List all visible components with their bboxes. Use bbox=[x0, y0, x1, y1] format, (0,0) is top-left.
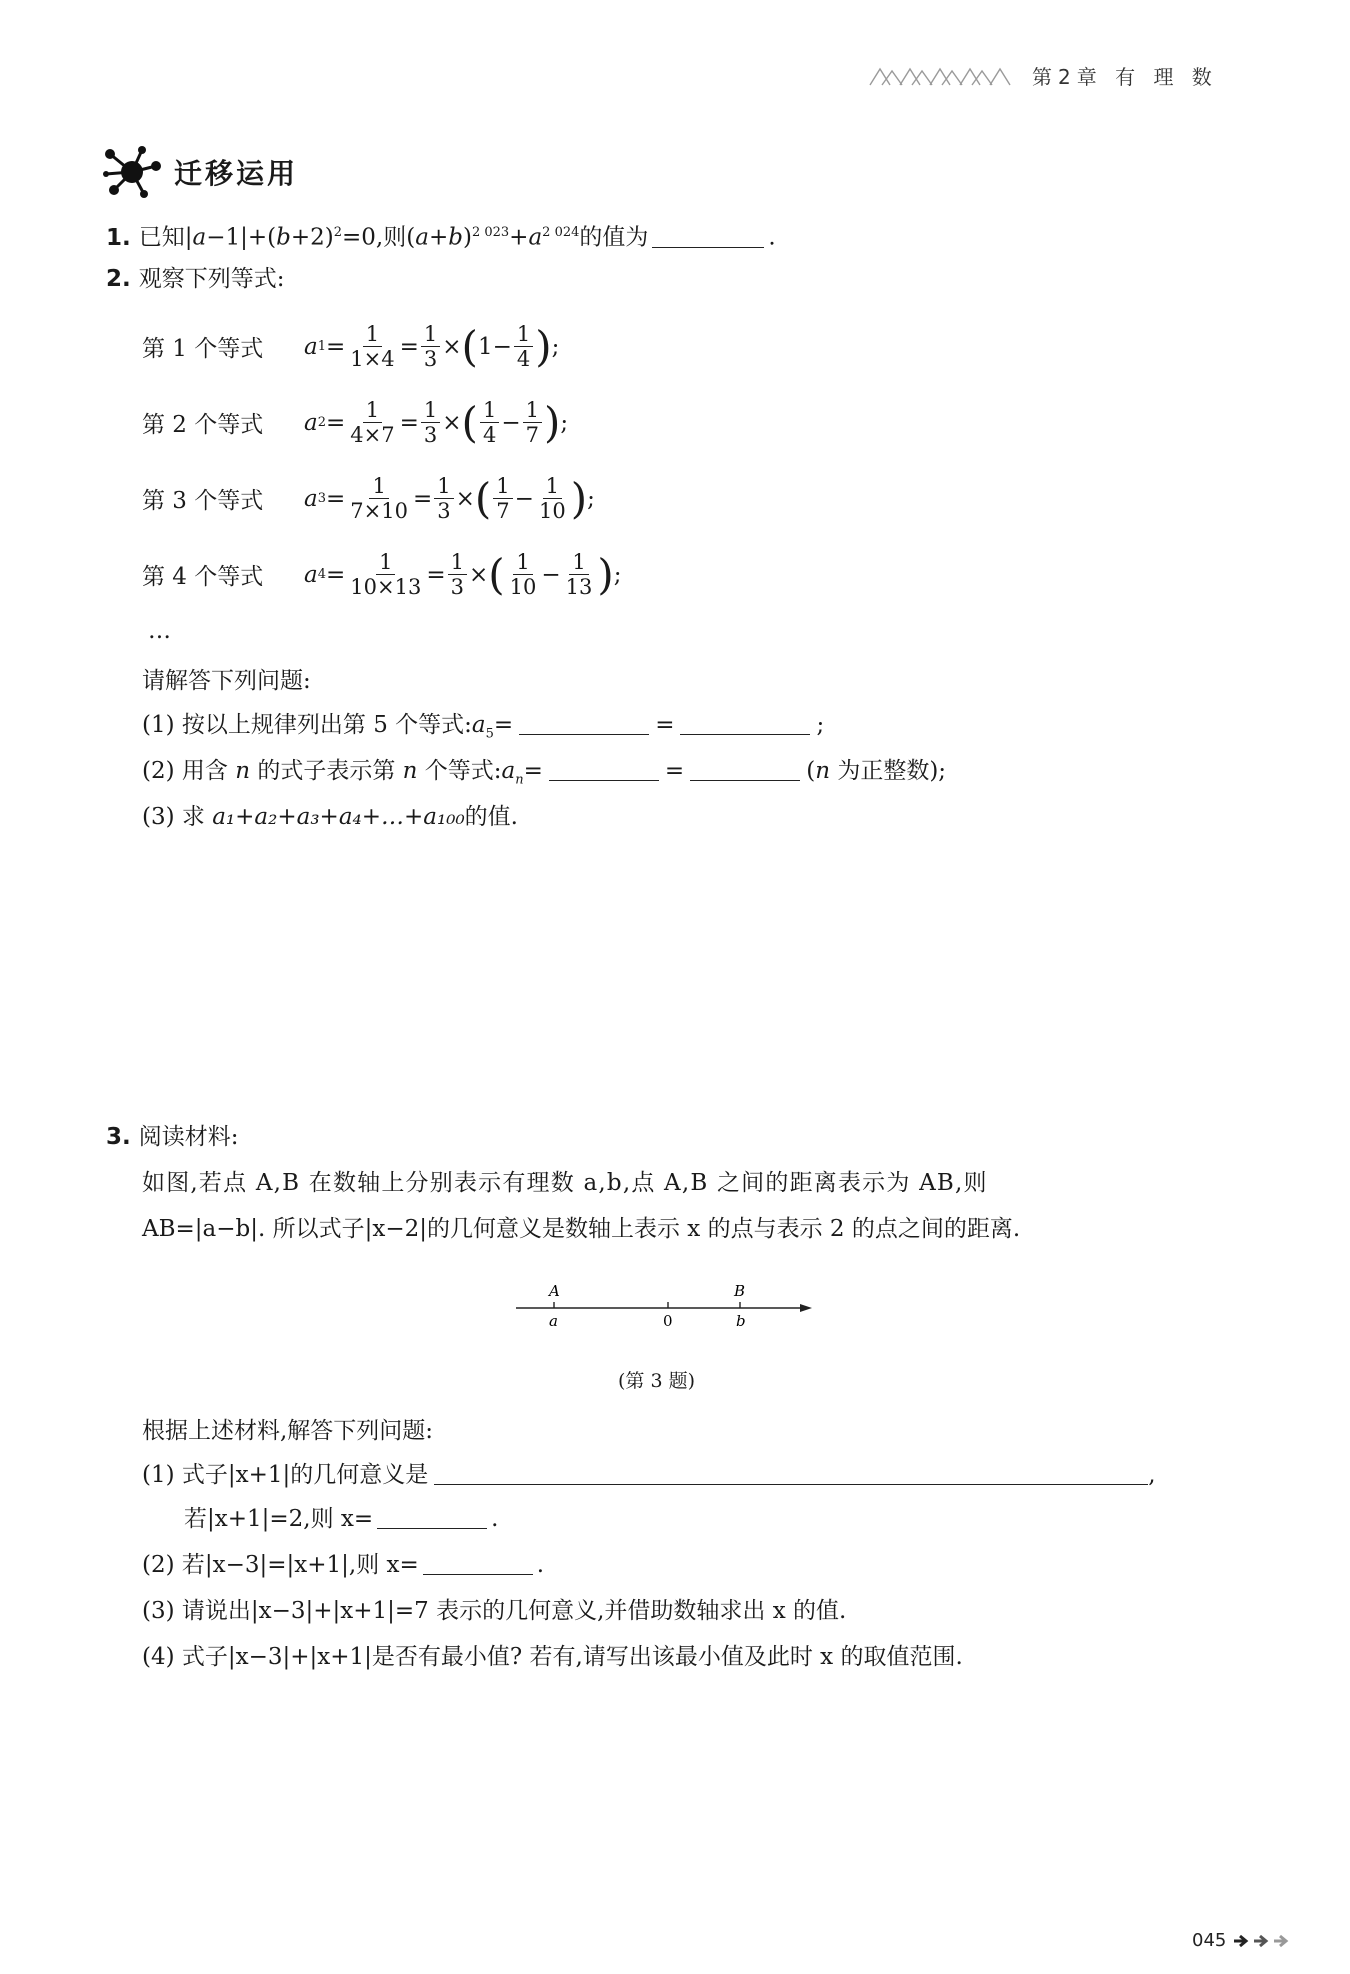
section-heading bbox=[102, 144, 298, 200]
var: a bbox=[304, 485, 318, 512]
left-paren: ( bbox=[461, 397, 478, 447]
left-paren: ( bbox=[461, 321, 478, 371]
right-paren: ) bbox=[570, 473, 588, 523]
right-paren: ) bbox=[543, 397, 561, 447]
fraction bbox=[493, 474, 512, 523]
q1-text: 已知| bbox=[138, 224, 193, 251]
part-label: (1) 按以上规律列出第 5 个等式: bbox=[142, 712, 472, 738]
q3-ask: 根据上述材料,解答下列问题: bbox=[142, 1418, 434, 1444]
semicolon: ; bbox=[613, 561, 622, 588]
q3-paragraph-1: 如图,若点 A,B 在数轴上分别表示有理数 a,b,点 A,B 之间的距离表示为 AB,则 bbox=[142, 1170, 988, 1196]
q2-part-1 bbox=[142, 708, 824, 752]
q1-text: −1|+( bbox=[206, 224, 277, 251]
value-a-label: a bbox=[549, 1312, 558, 1330]
q1-exponent: 2 024 bbox=[542, 225, 580, 240]
equation-row bbox=[142, 550, 622, 599]
subscript: 5 bbox=[485, 726, 494, 742]
fraction bbox=[480, 398, 499, 447]
minus: − bbox=[514, 485, 534, 512]
punct: ; bbox=[816, 712, 825, 738]
equals: = bbox=[326, 333, 346, 360]
q1-text: 的值为 bbox=[579, 224, 649, 251]
equation-row bbox=[142, 322, 559, 371]
q1-var: a bbox=[528, 224, 543, 251]
denominator: 4 bbox=[516, 347, 531, 371]
fraction bbox=[448, 550, 467, 599]
semicolon: ; bbox=[587, 485, 595, 512]
equation-label: 第 1 个等式 bbox=[142, 336, 264, 362]
q1-text: . bbox=[768, 224, 776, 251]
equation-label: 第 3 个等式 bbox=[142, 488, 264, 514]
equation-label: 第 4 个等式 bbox=[142, 564, 264, 590]
value-b-label: b bbox=[736, 1312, 746, 1330]
fraction bbox=[421, 398, 440, 447]
fraction bbox=[347, 550, 424, 599]
var: a bbox=[304, 333, 318, 360]
question-1 bbox=[106, 216, 776, 255]
equals: = bbox=[399, 409, 419, 436]
numerator: 1 bbox=[493, 474, 512, 499]
q2-part-2 bbox=[142, 754, 946, 798]
q1-var: b bbox=[276, 224, 291, 251]
equals: = bbox=[412, 485, 433, 512]
q3-paragraph-2: AB=|a−b|. 所以式子|x−2|的几何意义是数轴上表示 x 的点与表示 2 的点之间的距离. bbox=[142, 1216, 1021, 1242]
denominator: 13 bbox=[565, 575, 593, 599]
numerator: 1 bbox=[363, 398, 382, 423]
chapter-title: 第2章 有 理 数 bbox=[1032, 64, 1218, 89]
equals: = bbox=[523, 758, 543, 784]
answer-blank[interactable] bbox=[519, 712, 649, 735]
semicolon: ; bbox=[560, 409, 569, 436]
number-line-figure bbox=[512, 1280, 822, 1340]
q1-exponent: 2 bbox=[333, 225, 343, 240]
left-paren: ( bbox=[488, 549, 505, 599]
q1-text: ) bbox=[462, 224, 472, 251]
axis-arrow bbox=[800, 1304, 812, 1312]
question-number: 1. bbox=[106, 224, 131, 251]
equals: = bbox=[493, 712, 514, 738]
q3-part-1b bbox=[184, 1502, 498, 1536]
numerator: 1 bbox=[434, 474, 453, 499]
q1-text: +2) bbox=[290, 224, 334, 251]
q3-intro-text: 阅读材料: bbox=[138, 1124, 239, 1150]
sum-expression: a₁+a₂+a₃+a₄+…+a₁₀₀ bbox=[212, 804, 465, 830]
answer-blank[interactable] bbox=[377, 1506, 487, 1529]
q2-part-3 bbox=[142, 800, 518, 834]
text: 为正整数); bbox=[830, 758, 947, 784]
equation-row bbox=[142, 474, 595, 523]
q1-text: =0,则( bbox=[342, 224, 416, 251]
punct: . bbox=[491, 1506, 499, 1532]
q1-var: a bbox=[415, 224, 429, 251]
text: ( bbox=[806, 758, 816, 784]
q2-ask: 请解答下列问题: bbox=[142, 668, 311, 694]
denominator: 4×7 bbox=[350, 423, 395, 447]
denominator: 10 bbox=[538, 499, 566, 523]
page-number: 045 bbox=[1192, 1930, 1227, 1951]
fraction bbox=[421, 322, 440, 371]
text: 的式子表示第 bbox=[250, 758, 403, 784]
var: n bbox=[402, 758, 418, 784]
part-text: (1) 式子|x+1|的几何意义是 bbox=[142, 1462, 429, 1488]
page-header bbox=[868, 60, 1218, 90]
molecule-icon bbox=[102, 144, 166, 200]
var: n bbox=[815, 758, 831, 784]
q1-text: + bbox=[509, 224, 529, 251]
section-title: 迁移运用 bbox=[174, 157, 299, 190]
subscript: 4 bbox=[317, 567, 326, 582]
denominator: 3 bbox=[437, 499, 451, 523]
numerator: 1 bbox=[513, 550, 532, 575]
equals: = bbox=[399, 333, 419, 360]
equation-row bbox=[142, 398, 568, 447]
times: × bbox=[468, 561, 489, 588]
right-paren: ) bbox=[597, 549, 614, 599]
question-3-intro bbox=[106, 1120, 239, 1154]
arrow-decoration-icon bbox=[1232, 1932, 1294, 1950]
part-text: 若|x+1|=2,则 x= bbox=[184, 1506, 374, 1532]
answer-blank[interactable] bbox=[680, 712, 810, 735]
fraction bbox=[536, 474, 569, 523]
times: × bbox=[442, 409, 462, 436]
equals: = bbox=[326, 409, 346, 436]
var: a bbox=[304, 409, 318, 436]
fraction bbox=[514, 322, 533, 371]
numerator: 1 bbox=[421, 322, 440, 347]
q3-part-4: (4) 式子|x−3|+|x+1|是否有最小值? 若有,请写出该最小值及此时 x 的取值范围. bbox=[142, 1644, 963, 1670]
answer-blank[interactable] bbox=[652, 225, 764, 248]
q2-intro-text: 观察下列等式: bbox=[138, 266, 285, 292]
part-label: (3) 求 bbox=[142, 804, 213, 830]
numerator: 1 bbox=[523, 398, 542, 423]
numerator: 1 bbox=[543, 474, 562, 499]
right-paren: ) bbox=[535, 321, 552, 371]
q1-var: a bbox=[192, 224, 207, 251]
question-number: 2. bbox=[106, 266, 131, 292]
minus: − bbox=[501, 409, 521, 436]
denominator: 1×4 bbox=[350, 347, 395, 371]
punct: . bbox=[536, 1552, 545, 1578]
question-2-intro bbox=[106, 262, 285, 296]
numerator: 1 bbox=[369, 474, 388, 499]
equation-label: 第 2 个等式 bbox=[142, 412, 264, 438]
left-paren: ( bbox=[474, 473, 492, 523]
q3-part-3: (3) 请说出|x−3|+|x+1|=7 表示的几何意义,并借助数轴求出 x 的值. bbox=[142, 1598, 847, 1624]
fraction bbox=[347, 322, 397, 371]
answer-blank[interactable] bbox=[423, 1552, 533, 1575]
q3-part-2 bbox=[142, 1548, 544, 1582]
equals: = bbox=[664, 758, 685, 784]
fraction bbox=[434, 474, 453, 523]
numerator: 1 bbox=[514, 322, 533, 347]
part-label: (2) 用含 bbox=[142, 758, 236, 784]
question-number: 3. bbox=[106, 1124, 131, 1150]
minus: − bbox=[541, 561, 561, 588]
numerator: 1 bbox=[376, 550, 395, 575]
subscript: 1 bbox=[317, 339, 326, 354]
fraction bbox=[523, 398, 542, 447]
part-text: (2) 若|x−3|=|x+1|,则 x= bbox=[142, 1552, 419, 1578]
inner-term: 1− bbox=[477, 333, 512, 360]
answer-blank[interactable] bbox=[690, 758, 800, 781]
fraction bbox=[563, 550, 596, 599]
var: a bbox=[501, 758, 516, 784]
subscript: 3 bbox=[317, 491, 326, 506]
fraction bbox=[507, 550, 540, 599]
numerator: 1 bbox=[421, 398, 440, 423]
page-footer bbox=[1192, 1930, 1294, 1951]
text: 的值. bbox=[464, 804, 518, 830]
q1-text: + bbox=[428, 224, 449, 251]
fraction bbox=[347, 398, 397, 447]
punct: , bbox=[1148, 1462, 1156, 1488]
q3-part-1a bbox=[142, 1458, 1156, 1492]
equals: = bbox=[326, 485, 346, 512]
times: × bbox=[442, 333, 462, 360]
fraction bbox=[347, 474, 411, 523]
q1-exponent: 2 023 bbox=[471, 225, 510, 240]
var: a bbox=[471, 712, 486, 738]
denominator: 3 bbox=[450, 575, 464, 599]
mountain-decoration-icon bbox=[868, 63, 1018, 87]
semicolon: ; bbox=[551, 333, 560, 360]
equals: = bbox=[326, 561, 346, 588]
numerator: 1 bbox=[363, 322, 382, 347]
point-A-label: A bbox=[549, 1282, 560, 1300]
answer-blank[interactable] bbox=[434, 1462, 1148, 1485]
denominator: 3 bbox=[423, 347, 438, 371]
answer-blank[interactable] bbox=[549, 758, 659, 781]
point-B-label: B bbox=[734, 1282, 746, 1300]
denominator: 10×13 bbox=[350, 575, 422, 599]
ellipsis: … bbox=[148, 618, 171, 644]
text: 个等式: bbox=[417, 758, 502, 784]
subscript: 2 bbox=[317, 415, 326, 430]
equals: = bbox=[426, 561, 446, 588]
zero-label: 0 bbox=[663, 1312, 673, 1330]
denominator: 4 bbox=[482, 423, 497, 447]
denominator: 3 bbox=[423, 423, 438, 447]
q1-var: b bbox=[448, 224, 463, 251]
times: × bbox=[455, 485, 475, 512]
denominator: 10 bbox=[509, 575, 537, 599]
denominator: 7 bbox=[496, 499, 510, 523]
equals: = bbox=[655, 712, 675, 738]
var: n bbox=[235, 758, 251, 784]
denominator: 7 bbox=[525, 423, 539, 447]
numerator: 1 bbox=[448, 550, 467, 575]
denominator: 7×10 bbox=[350, 499, 408, 523]
var: a bbox=[304, 561, 318, 588]
numerator: 1 bbox=[480, 398, 499, 423]
numerator: 1 bbox=[569, 550, 588, 575]
subscript: n bbox=[515, 772, 524, 788]
figure-caption: (第 3 题) bbox=[618, 1370, 695, 1392]
